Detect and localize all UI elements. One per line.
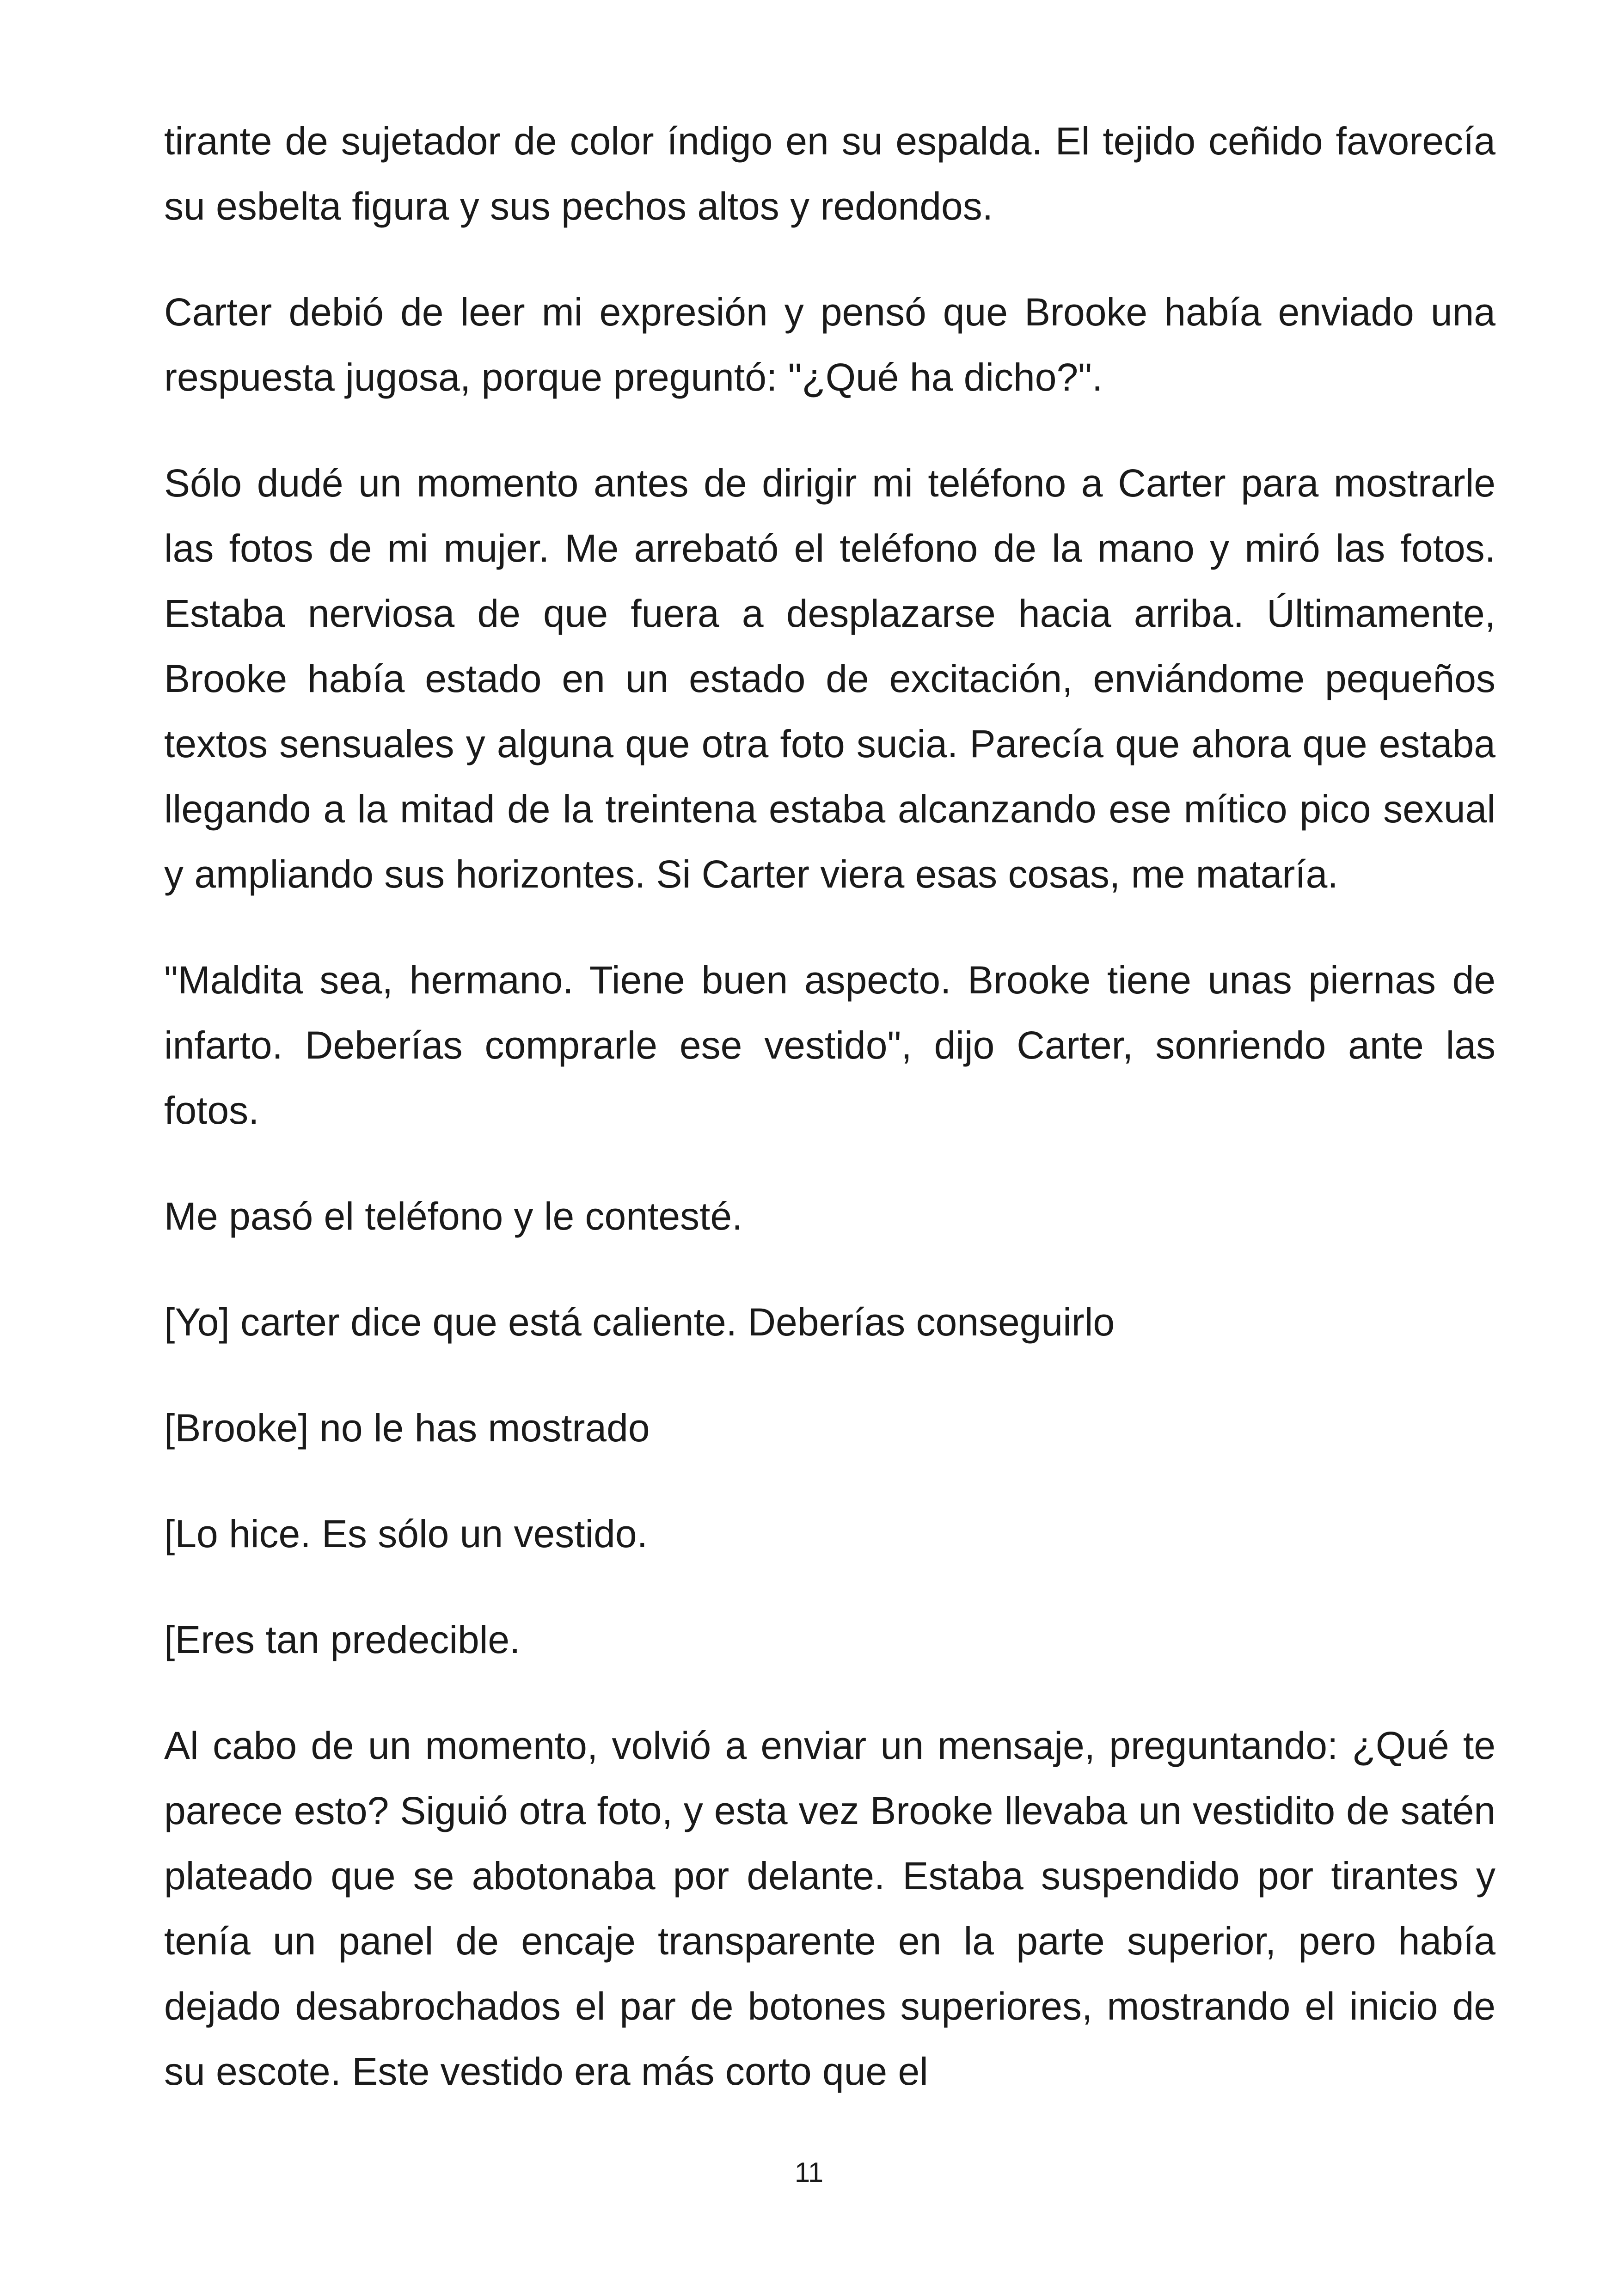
text-message: [Brooke] no le has mostrado: [164, 1406, 650, 1450]
paragraph: tirante de sujetador de color índigo en su espalda. El tejido ceñido favorecía su esbelta figura y sus pechos altos y redondos.: [164, 119, 1495, 228]
paragraph: "Maldita sea, hermano. Tiene buen aspecto. Brooke tiene unas piernas de infarto. Deberías comprarle ese vestido", dijo Carter, sonriendo ante las fotos.: [164, 958, 1495, 1132]
text-message: [Lo hice. Es sólo un vestido.: [164, 1512, 648, 1555]
page-body: [164, 109, 1495, 2145]
text-message: [Eres tan predecible.: [164, 1618, 521, 1661]
paragraph: Sólo dudé un momento antes de dirigir mi teléfono a Carter para mostrarle las fotos de mi mujer. Me arrebató el teléfono de la mano y miró las fotos. Estaba nerviosa de que fuera a desplazarse hacia arriba. Últimamente, Brooke había estado en un estado de excitación, enviándome pequeños textos sensuales y alguna que otra foto sucia. Parecía que ahora que estaba llegando a la mitad de la treintena estaba alcanzando ese mítico pico sexual y ampliando sus horizontes. Si Carter viera esas cosas, me mataría.: [164, 461, 1495, 896]
page-number: 11: [794, 2157, 824, 2188]
paragraph: Carter debió de leer mi expresión y pensó que Brooke había enviado una respuesta jugosa, porque preguntó: "¿Qué ha dicho?".: [164, 290, 1495, 399]
paragraph: Me pasó el teléfono y le contesté.: [164, 1194, 743, 1238]
text-message: [Yo] carter dice que está caliente. Deberías conseguirlo: [164, 1300, 1115, 1344]
paragraph: Al cabo de un momento, volvió a enviar un mensaje, preguntando: ¿Qué te parece esto? Siguió otra foto, y esta vez Brooke llevaba un vestidito de satén plateado que se abotonaba por delante. Estaba suspendido por tirantes y tenía un panel de encaje transparente en la parte superior, pero había dejado desabrochados el par de botones superiores, mostrando el inicio de su escote. Este vestido era más corto que el: [164, 1724, 1495, 2093]
